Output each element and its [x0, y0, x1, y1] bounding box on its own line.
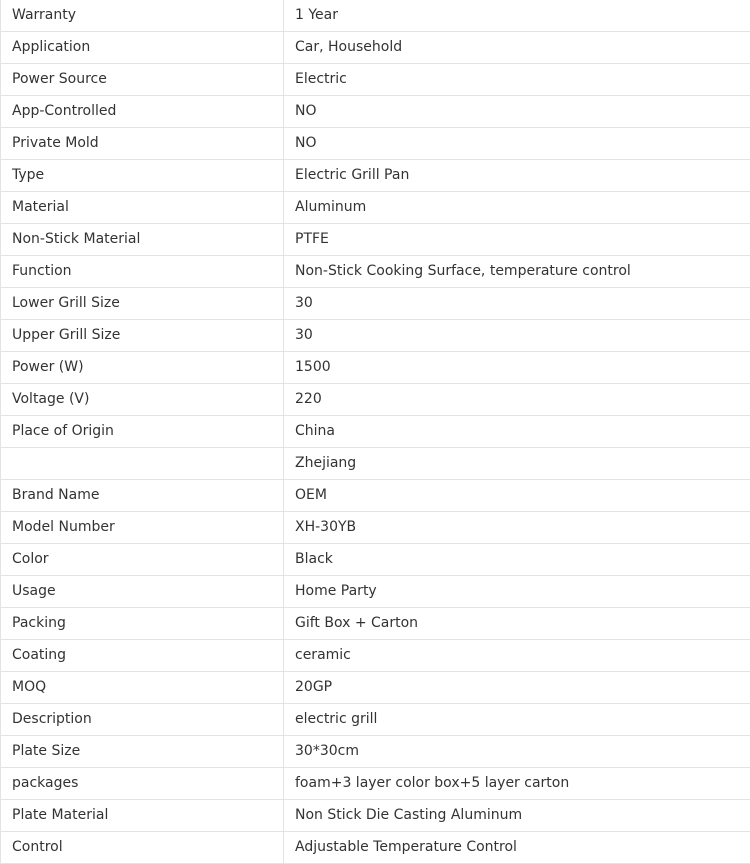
spec-label: packages — [1, 768, 284, 800]
spec-row — [1, 736, 750, 768]
spec-label: Usage — [1, 576, 284, 608]
spec-row — [1, 64, 750, 96]
spec-label: Non-Stick Material — [1, 224, 284, 256]
spec-label: Color — [1, 544, 284, 576]
spec-label: Coating — [1, 640, 284, 672]
spec-label: Place of Origin — [1, 416, 284, 448]
spec-row — [1, 576, 750, 608]
spec-row — [1, 640, 750, 672]
spec-row — [1, 320, 750, 352]
spec-row — [1, 192, 750, 224]
spec-label: Private Mold — [1, 128, 284, 160]
spec-label: Model Number — [1, 512, 284, 544]
spec-row — [1, 704, 750, 736]
spec-row — [1, 96, 750, 128]
spec-value: Zhejiang — [284, 448, 750, 480]
spec-value: XH-30YB — [284, 512, 750, 544]
spec-value: electric grill — [284, 704, 750, 736]
spec-row — [1, 0, 750, 32]
spec-row — [1, 544, 750, 576]
spec-value: 30 — [284, 320, 750, 352]
spec-row — [1, 224, 750, 256]
spec-label: Plate Material — [1, 800, 284, 832]
spec-value: PTFE — [284, 224, 750, 256]
spec-label — [1, 448, 284, 480]
spec-row — [1, 128, 750, 160]
spec-value: 30 — [284, 288, 750, 320]
spec-label: Plate Size — [1, 736, 284, 768]
spec-label: Function — [1, 256, 284, 288]
spec-value: Home Party — [284, 576, 750, 608]
spec-value: Electric Grill Pan — [284, 160, 750, 192]
spec-label: Voltage (V) — [1, 384, 284, 416]
spec-value: Non Stick Die Casting Aluminum — [284, 800, 750, 832]
spec-row — [1, 672, 750, 704]
spec-label: Packing — [1, 608, 284, 640]
spec-value: OEM — [284, 480, 750, 512]
spec-label: Power (W) — [1, 352, 284, 384]
spec-row — [1, 768, 750, 800]
spec-value: Adjustable Temperature Control — [284, 832, 750, 864]
spec-value: NO — [284, 96, 750, 128]
spec-row — [1, 480, 750, 512]
spec-label: Type — [1, 160, 284, 192]
spec-row — [1, 800, 750, 832]
spec-label: Warranty — [1, 0, 284, 32]
spec-row — [1, 288, 750, 320]
spec-value: 30*30cm — [284, 736, 750, 768]
spec-value: 1 Year — [284, 0, 750, 32]
spec-value: ceramic — [284, 640, 750, 672]
spec-row — [1, 256, 750, 288]
spec-label: Control — [1, 832, 284, 864]
spec-row — [1, 832, 750, 864]
spec-value: Car, Household — [284, 32, 750, 64]
spec-row — [1, 416, 750, 448]
spec-label: MOQ — [1, 672, 284, 704]
spec-table-body — [1, 0, 750, 864]
spec-value: China — [284, 416, 750, 448]
spec-row — [1, 160, 750, 192]
spec-value: Gift Box + Carton — [284, 608, 750, 640]
spec-value: Electric — [284, 64, 750, 96]
spec-value: Aluminum — [284, 192, 750, 224]
spec-label: Lower Grill Size — [1, 288, 284, 320]
spec-label: Power Source — [1, 64, 284, 96]
spec-value: Black — [284, 544, 750, 576]
spec-label: Brand Name — [1, 480, 284, 512]
spec-row — [1, 448, 750, 480]
spec-label: Upper Grill Size — [1, 320, 284, 352]
spec-row — [1, 352, 750, 384]
spec-label: App-Controlled — [1, 96, 284, 128]
spec-value: 20GP — [284, 672, 750, 704]
spec-value: 220 — [284, 384, 750, 416]
spec-row — [1, 32, 750, 64]
spec-value: NO — [284, 128, 750, 160]
spec-row — [1, 384, 750, 416]
spec-value: Non-Stick Cooking Surface, temperature control — [284, 256, 750, 288]
spec-label: Material — [1, 192, 284, 224]
spec-label: Description — [1, 704, 284, 736]
spec-row — [1, 608, 750, 640]
spec-label: Application — [1, 32, 284, 64]
spec-value: foam+3 layer color box+5 layer carton — [284, 768, 750, 800]
spec-row — [1, 512, 750, 544]
spec-value: 1500 — [284, 352, 750, 384]
